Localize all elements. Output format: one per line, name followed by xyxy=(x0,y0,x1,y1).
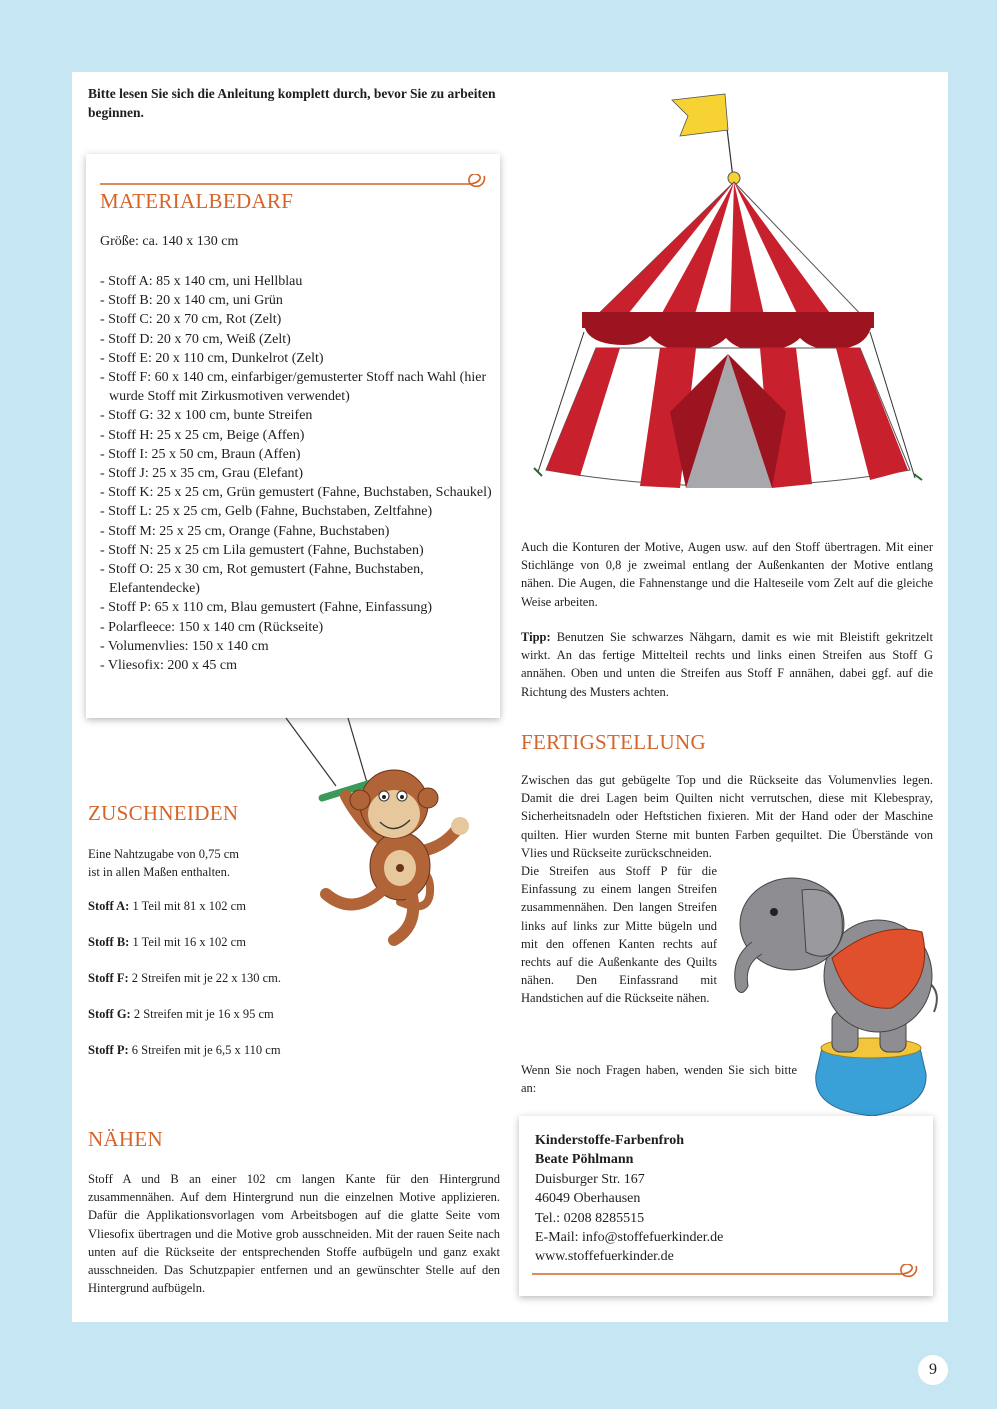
tipp-body: Benutzen Sie schwarzes Nähgarn, damit es wie mit Bleistift gekritzelt wirkt. An das fertige Mittelteil rechts und links einen Streifen aus Stoff G annähen. Oben und unten die Streifen aus Stoff F annähen, dabei ggf. auf die Richtung des Musters achten. xyxy=(521,630,933,699)
cut-label: Stoff B: xyxy=(88,935,130,949)
cut-row xyxy=(88,1043,281,1058)
cut-label: Stoff F: xyxy=(88,971,129,985)
contact-name: Beate Pöhlmann xyxy=(535,1152,634,1168)
list-item: - Stoff C: 20 x 70 cm, Rot (Zelt) xyxy=(100,312,282,328)
fertigstellung-heading: FERTIGSTELLUNG xyxy=(521,730,706,754)
cut-text: 2 Streifen mit je 22 x 130 cm. xyxy=(128,971,282,985)
cut-row xyxy=(88,971,281,986)
cut-row xyxy=(88,899,246,914)
intro-text: Bitte lesen Sie sich die Anleitung komplett durch, bevor Sie zu arbeiten beginnen. xyxy=(88,86,496,120)
list-item: - Stoff A: 85 x 140 cm, uni Hellblau xyxy=(100,274,303,289)
contact-block xyxy=(535,1131,723,1267)
material-size: Größe: ca. 140 x 130 cm xyxy=(100,234,239,249)
list-item: - Stoff P: 65 x 110 cm, Blau gemustert (Fahne, Einfassung) xyxy=(100,600,433,616)
list-item: - Polarfleece: 150 x 140 cm (Rückseite) xyxy=(100,619,324,635)
contact-website[interactable]: www.stoffefuerkinder.de xyxy=(535,1249,674,1265)
contact-street: Duisburger Str. 167 xyxy=(535,1171,645,1187)
list-item: - Stoff J: 25 x 35 cm, Grau (Elefant) xyxy=(100,466,304,482)
list-item: - Volumenvlies: 150 x 140 cm xyxy=(100,638,269,654)
list-item: - Stoff N: 25 x 25 cm Lila gemustert (Fahne, Buchstaben) xyxy=(100,542,424,558)
seam-allowance-note xyxy=(88,845,308,881)
tipp-label: Tipp: xyxy=(521,630,551,644)
list-item: - Stoff E: 20 x 110 cm, Dunkelrot (Zelt) xyxy=(100,350,324,366)
cut-text: 2 Streifen mit je 16 x 95 cm xyxy=(130,1007,274,1021)
fragen-text: Wenn Sie noch Fragen haben, wenden Sie sich bitte an: xyxy=(521,1063,797,1096)
zuschneiden-heading: ZUSCHNEIDEN xyxy=(88,801,239,825)
material-heading: MATERIALBEDARF xyxy=(100,189,294,213)
swirl-rule-divider xyxy=(532,1264,922,1286)
cut-text: 1 Teil mit 16 x 102 cm xyxy=(129,935,246,949)
cut-row xyxy=(88,1007,274,1022)
cut-label: Stoff P: xyxy=(88,1043,129,1057)
cut-text: 1 Teil mit 81 x 102 cm xyxy=(129,899,246,913)
list-item: - Stoff K: 25 x 25 cm, Grün gemustert (Fahne, Buchstaben, Schaukel) xyxy=(100,485,492,501)
naehen-heading: NÄHEN xyxy=(88,1127,163,1151)
cut-row xyxy=(88,935,246,950)
contact-email[interactable]: E-Mail: info@stoffefuerkinder.de xyxy=(535,1230,724,1246)
contact-company: Kinderstoffe-Farbenfroh xyxy=(535,1133,685,1148)
list-item: - Stoff G: 32 x 100 cm, bunte Streifen xyxy=(100,408,313,424)
seam-allowance-line: Eine Nahtzugabe von 0,75 cm xyxy=(88,847,239,861)
contact-phone: Tel.: 0208 8285515 xyxy=(535,1210,645,1226)
monkey-illustration xyxy=(282,716,482,948)
cut-label: Stoff G: xyxy=(88,1007,131,1021)
page-number: 9 xyxy=(918,1355,948,1385)
cut-text: 6 Streifen mit je 6,5 x 110 cm xyxy=(128,1043,281,1057)
list-item: - Stoff B: 20 x 140 cm, uni Grün xyxy=(100,293,283,309)
naehen-text: Stoff A und B an einer 102 cm langen Kante für den Hintergrund zusammennähen. Auf dem Hintergrund nun die einzelnen Motive applizieren. Dafür die Applikationsvorlagen vom Arbeitsbogen auf die glatte Seite vom Vliesofix übertragen und die Motive grob ausschneiden. Mit der rauen Seite nach unten auf die Rückseite der entsprechenden Stoffe aufbügeln und ganz exakt ausschneiden. Das Schutzpapier entfernen und an gewünschter Stelle auf den Hintergrund aufbügeln. xyxy=(88,1172,500,1296)
list-item: - Stoff L: 25 x 25 cm, Gelb (Fahne, Buchstaben, Zeltfahne) xyxy=(100,504,433,520)
cut-label: Stoff A: xyxy=(88,899,130,913)
list-item: - Vliesofix: 200 x 45 cm xyxy=(100,658,238,674)
tipp-text xyxy=(521,628,933,701)
list-item: - Stoff M: 25 x 25 cm, Orange (Fahne, Buchstaben) xyxy=(100,523,390,539)
list-item: - Stoff I: 25 x 50 cm, Braun (Affen) xyxy=(100,446,301,462)
seam-allowance-line: ist in allen Maßen enthalten. xyxy=(88,865,230,879)
list-item: - Stoff O: 25 x 30 cm, Rot gemustert (Fahne, Buchstaben, Elefantendecke) xyxy=(100,562,424,597)
fertigstellung-text: Zwischen das gut gebügelte Top und die Rückseite das Volumenvlies legen. Damit die drei Lagen beim Quilten nicht verrutschen, diese mit Klebespray, Sicherheitsnadeln oder Heftstichen fixieren. Mit der Hand oder der Maschine quilten. Hier wurden Sterne mit bunten Farben gequiltet. Die Überstände von Vlies und Rückseite zurückschneiden. xyxy=(521,773,933,860)
list-item: - Stoff D: 20 x 70 cm, Weiß (Zelt) xyxy=(100,331,291,347)
einfassung-text: Die Streifen aus Stoff P für die Einfassung zu einem langen Streifen zusammennähen. Den langen Streifen links auf links zur Mitte bügeln und mit den offenen Kanten rechts auf rechts auf die Außenkante des Quilts nähen. Den Einfassrand mit Handstichen auf die Rückseite nähen. xyxy=(521,864,717,1006)
contact-city: 46049 Oberhausen xyxy=(535,1191,641,1207)
list-item: - Stoff F: 60 x 140 cm, einfarbiger/gemusterter Stoff nach Wahl (hier wurde Stoff mit Zirkusmotiven verwendet) xyxy=(100,370,487,405)
material-list xyxy=(100,272,495,675)
circus-tent-illustration xyxy=(520,92,934,504)
konturen-text: Auch die Konturen der Motive, Augen usw. auf den Stoff übertragen. Mit einer Stichlänge von 0,8 je zweimal entlang der Außenkanten der Motive entlang nähen. Die Augen, die Fahnenstange und die Halteseile vom Zelt auf die gleiche Weise arbeiten. xyxy=(521,540,933,609)
list-item: - Stoff H: 25 x 25 cm, Beige (Affen) xyxy=(100,427,305,443)
